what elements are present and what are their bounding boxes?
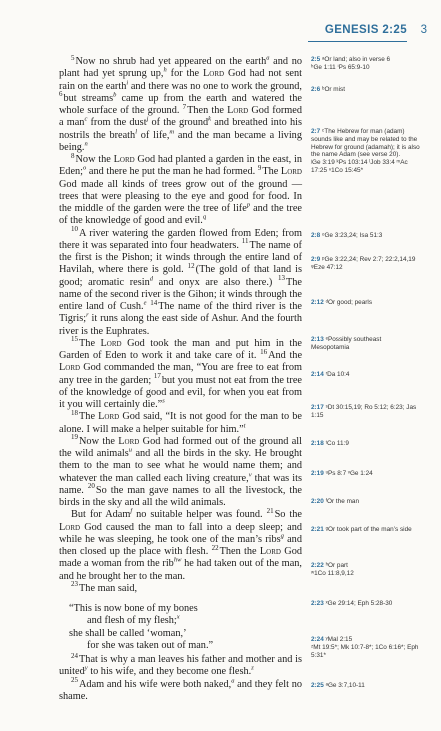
paragraph-verse-20b <box>59 506 302 583</box>
poem-line: “This is now bone of my bones <box>69 603 198 614</box>
footnote-marker[interactable]: a <box>231 677 235 685</box>
divine-name: Lord <box>100 337 122 349</box>
text: of life, <box>137 129 170 141</box>
verse-number: 25 <box>71 676 78 685</box>
note-2-6 <box>311 86 421 94</box>
text: came up from the earth and watered the whole surface of the ground. <box>59 92 302 116</box>
note-text: ᵉPossibly southeast Mesopotamia <box>311 336 382 351</box>
note-text: ᵍOr took part of the man’s side <box>323 526 412 533</box>
note-ref[interactable]: 2:25 <box>311 682 324 689</box>
footnote-marker[interactable]: h <box>163 66 167 74</box>
text: and breathed into his nostrils the breath <box>59 117 302 141</box>
footnote-marker[interactable]: w <box>177 556 182 564</box>
divine-name: Lord <box>98 411 120 423</box>
footnote-marker[interactable]: c <box>84 115 88 123</box>
note-crossrefs: ᶻMt 19:5*; Mk 10:7-8*; 1Co 6:16*; Eph 5:31* <box>311 643 419 659</box>
paragraph-verse-23 <box>59 580 302 595</box>
note-2-20 <box>311 498 421 506</box>
text: But for Adam <box>71 509 131 521</box>
note-ref[interactable]: 2:23 <box>311 600 324 607</box>
paragraph-verse-25 <box>59 676 302 704</box>
note-2-24 <box>311 636 421 659</box>
paragraph-verse-8 <box>59 151 303 228</box>
note-2-19 <box>311 470 421 478</box>
text: and flesh of my flesh; <box>87 615 177 627</box>
footnote-marker[interactable]: l <box>135 128 137 136</box>
text: it runs along the east side of Ashur. And the fourth river is the Euphrates. <box>59 313 302 337</box>
text: God made all kinds of trees grow out of the ground — trees that were pleasing to the eye and good for food. In the middle of the garden were the tree of life <box>59 178 302 214</box>
footnote-marker[interactable]: j <box>146 115 149 123</box>
footnote-marker[interactable]: i <box>126 79 129 87</box>
verse-number: 21 <box>266 506 274 515</box>
text: A river watering the garden flowed from Eden; from there it was separated into four headwaters. <box>59 227 302 251</box>
text: of the ground <box>148 117 209 129</box>
footnote-marker[interactable]: o <box>83 164 87 172</box>
footnote-marker[interactable]: b <box>113 91 117 99</box>
footnote-marker[interactable]: h <box>173 556 178 564</box>
note-crossrefs: ʲGe 3:19 ᵏPs 103:14 ˡJob 33:4 ᵐAc 17:25 ⁿ1Co 15:45* <box>311 159 408 174</box>
note-crossrefs: ʰGe 1:11 ⁱPs 65:9-10 <box>311 63 370 71</box>
note-2-13 <box>311 336 421 352</box>
footnote-marker[interactable]: x <box>176 613 180 621</box>
text: Adam and his wife were both naked, <box>79 678 232 690</box>
text: The name of the second river is the Gihon; it winds through the entire land of Cush. <box>59 276 302 312</box>
note-text: ᵃGe 3:7,10-11 <box>323 682 365 689</box>
note-text: ˣGe 29:14; Eph 5:28-30 <box>323 600 393 607</box>
page-header <box>308 24 441 44</box>
verse-number: 11 <box>241 237 249 246</box>
footnote-marker[interactable]: e <box>143 299 147 307</box>
footnote-marker[interactable]: a <box>266 54 270 62</box>
text: and there he put the man he had formed. <box>86 166 256 178</box>
note-ref[interactable]: 2:17 <box>311 404 324 411</box>
verse-number: 18 <box>71 408 78 417</box>
note-ref[interactable]: 2:6 <box>311 86 321 93</box>
text: and the man became a living being. <box>59 129 302 153</box>
text: Now no shrub had yet appeared on the earth <box>75 56 267 67</box>
paragraph-verse-24 <box>59 651 302 679</box>
note-text: ᵗCo 11:9 <box>323 440 349 447</box>
text: Now the <box>75 154 114 165</box>
text: The <box>79 337 101 349</box>
text: God had not sent rain on the earth <box>59 68 302 92</box>
note-2-7 <box>311 128 421 175</box>
text: Then the <box>219 546 260 557</box>
footnote-marker[interactable]: k <box>208 115 212 123</box>
text: And the <box>268 350 303 361</box>
text: and the tree of the knowledge of good and evil. <box>59 203 302 227</box>
verse-number: 5 <box>71 53 75 62</box>
poem-line <box>69 615 302 627</box>
text: and then closed up the place with flesh. <box>59 533 302 557</box>
note-ref[interactable]: 2:5 <box>311 56 321 63</box>
text: God made a woman from the rib <box>59 546 302 570</box>
poem-verse-23 <box>69 603 302 652</box>
footnote-marker[interactable]: q <box>202 213 207 221</box>
note-text: ᵈOr good; pearls <box>323 299 373 306</box>
text: to his wife, and they become one flesh. <box>87 666 252 678</box>
note-ref[interactable]: 2:20 <box>311 498 324 505</box>
note-2-5 <box>311 56 421 72</box>
note-text: ᵃOr land; also in verse 6 <box>320 56 391 63</box>
verse-number: 24 <box>71 651 78 660</box>
note-2-9 <box>311 256 421 272</box>
text: God had planted a garden in the east, in Eden; <box>59 154 303 178</box>
text: God said, “It is not good for the man to be alone. I will make a helper suitable for him.” <box>59 411 302 435</box>
note-2-18 <box>311 440 421 448</box>
note-text: ᶜThe Hebrew for man (adam) sounds like and may be related to the Hebrew for ground (adamah); it is also the name Adam (see verse 20). <box>311 128 420 159</box>
footnote-marker[interactable]: y <box>84 664 88 672</box>
text: The man said, <box>79 582 138 594</box>
note-2-12 <box>311 299 421 307</box>
text: The name of the third river is the Tigris; <box>59 301 302 325</box>
text: no suitable helper was found. <box>132 509 263 521</box>
footnote-marker[interactable]: u <box>128 446 133 454</box>
verse-number: 7 <box>182 102 187 111</box>
footnote-marker[interactable]: n <box>84 140 88 148</box>
text: and all the birds in the sky. He brought them to the man to see what he would name them; and whatever the man called each living creature, <box>59 448 302 484</box>
text: Then the <box>187 105 228 116</box>
verse-number: 17 <box>153 372 161 381</box>
note-2-22 <box>311 562 421 578</box>
verse-number: 22 <box>211 543 219 552</box>
page-number: 3 <box>420 24 427 36</box>
text: but you must not eat from the tree of the knowledge of good and evil, for when you eat from it you will certainly die.” <box>59 374 302 410</box>
poem-line: for she was taken out of man.” <box>87 639 214 651</box>
footnote-marker[interactable]: p <box>246 201 251 209</box>
note-ref[interactable]: 2:14 <box>311 371 324 378</box>
text: So the man gave names to all the livestock, the birds in the sky and all the wild animals. <box>59 484 302 508</box>
note-text: ᶠOr the man <box>323 498 360 505</box>
note-ref[interactable]: 2:8 <box>311 232 321 239</box>
footnote-marker[interactable]: g <box>280 532 284 540</box>
note-text: ᵖGe 3:22,24; Rev 2:7; 22:2,14,19 <box>320 256 416 263</box>
note-crossrefs: ʷ1Co 11:8,9,12 <box>311 569 354 577</box>
verse-number: 19 <box>71 433 78 442</box>
paragraph-verse-18 <box>59 408 302 436</box>
text: and they felt no shame. <box>59 678 302 702</box>
verse-number: 20 <box>87 482 95 491</box>
scripture-text <box>59 53 303 703</box>
divine-name: Lord <box>118 435 140 447</box>
divine-name: Lord <box>59 362 81 374</box>
note-ref[interactable]: 2:7 <box>311 128 321 135</box>
verse-number: 9 <box>257 163 262 172</box>
text: from the dust <box>87 117 147 129</box>
note-crossrefs: ᵠEze 47:12 <box>311 263 343 271</box>
note-text: ʸMal 2:15 <box>323 636 353 643</box>
text: but streams <box>63 92 114 104</box>
text: and no plant had yet sprung up, <box>59 56 302 80</box>
verse-number: 8 <box>71 151 75 160</box>
note-ref[interactable]: 2:12 <box>311 299 324 306</box>
note-2-23 <box>311 600 421 608</box>
footnote-marker[interactable]: z <box>251 664 254 672</box>
paragraph-verse-19 <box>59 433 302 510</box>
verse-number: 12 <box>187 261 195 270</box>
footnote-marker[interactable]: f <box>130 507 133 515</box>
text: The <box>262 166 281 178</box>
text: God formed a man <box>59 105 302 129</box>
verse-number: 23 <box>71 580 78 589</box>
text: for the <box>166 68 204 80</box>
text: and onyx are also there.) <box>153 276 273 288</box>
paragraph-verse-10 <box>59 225 303 338</box>
divine-name: Lord <box>280 166 302 178</box>
note-text: ʰOr part <box>323 562 348 569</box>
text: God caused the man to fall into a deep sleep; and while he was sleeping, he took one of the man’s ribs <box>59 521 302 545</box>
note-ref[interactable]: 2:19 <box>311 470 324 477</box>
note-ref[interactable]: 2:13 <box>311 336 324 343</box>
text: he had taken out of the man, and he brought her to the man. <box>59 558 302 582</box>
note-ref[interactable]: 2:9 <box>311 256 321 263</box>
paragraph-verse-5 <box>59 53 303 154</box>
note-ref[interactable]: 2:24 <box>311 636 324 643</box>
footnote-marker[interactable]: m <box>169 128 175 136</box>
text: So the <box>274 509 302 521</box>
paragraph-verse-15 <box>59 335 303 412</box>
verse-number: 14 <box>150 298 158 307</box>
note-text: ˢDt 30:15,19; Ro 5:12; 6:23; Jas 1:15 <box>311 404 417 419</box>
running-head: GENESIS 2:25 <box>324 24 407 36</box>
verse-number: 6 <box>59 90 63 99</box>
text: and there was no one to work the ground, <box>128 80 303 92</box>
footnote-marker[interactable]: r <box>86 311 89 319</box>
note-2-25 <box>311 682 421 690</box>
verse-number: 13 <box>277 274 285 283</box>
note-2-14 <box>311 371 421 379</box>
note-ref[interactable]: 2:22 <box>311 562 324 569</box>
divine-name: Lord <box>113 154 135 165</box>
footnote-marker[interactable]: v <box>248 471 252 479</box>
text: Now the <box>79 435 119 447</box>
text: God had formed out of the ground all the wild animals <box>59 435 302 459</box>
footnote-marker[interactable]: s <box>162 397 165 405</box>
note-text: ᵘPs 8:7 ᵛGe 1:24 <box>323 470 373 477</box>
text: (The gold of that land is good; aromatic resin <box>59 264 303 288</box>
text: The name of the first is the Pishon; it winds through the entire land of Havilah, where there is gold. <box>59 239 302 276</box>
text: That is why a man leaves his father and mother and is united <box>59 654 302 678</box>
note-text: ᵒGe 3:23,24; Isa 51:3 <box>320 232 383 239</box>
divine-name: Lord <box>227 105 249 116</box>
verse-number: 16 <box>260 347 268 356</box>
text: God took the man and put him in the Garden of Eden to work it and take care of it. <box>59 337 302 361</box>
text: that was its name. <box>59 472 302 496</box>
footnote-marker[interactable]: d <box>149 275 153 283</box>
verse-number: 15 <box>71 335 78 344</box>
poem-line: she shall be called ‘woman,’ <box>69 627 187 639</box>
note-ref[interactable]: 2:18 <box>311 440 324 447</box>
note-text: ʳDa 10:4 <box>323 371 350 378</box>
text: The <box>79 411 99 423</box>
note-2-17 <box>311 404 421 420</box>
text: God commanded the man, “You are free to eat from any tree in the garden; <box>59 362 302 386</box>
note-2-8 <box>311 232 421 240</box>
note-text: ᵇOr mist <box>320 86 346 93</box>
header-rule <box>308 41 407 42</box>
note-2-21 <box>311 526 421 534</box>
verse-number: 10 <box>71 225 78 234</box>
divine-name: Lord <box>259 546 281 557</box>
footnote-marker[interactable]: t <box>243 422 246 430</box>
divine-name: Lord <box>59 521 81 533</box>
divine-name: Lord <box>203 68 225 80</box>
note-ref[interactable]: 2:21 <box>311 526 324 533</box>
